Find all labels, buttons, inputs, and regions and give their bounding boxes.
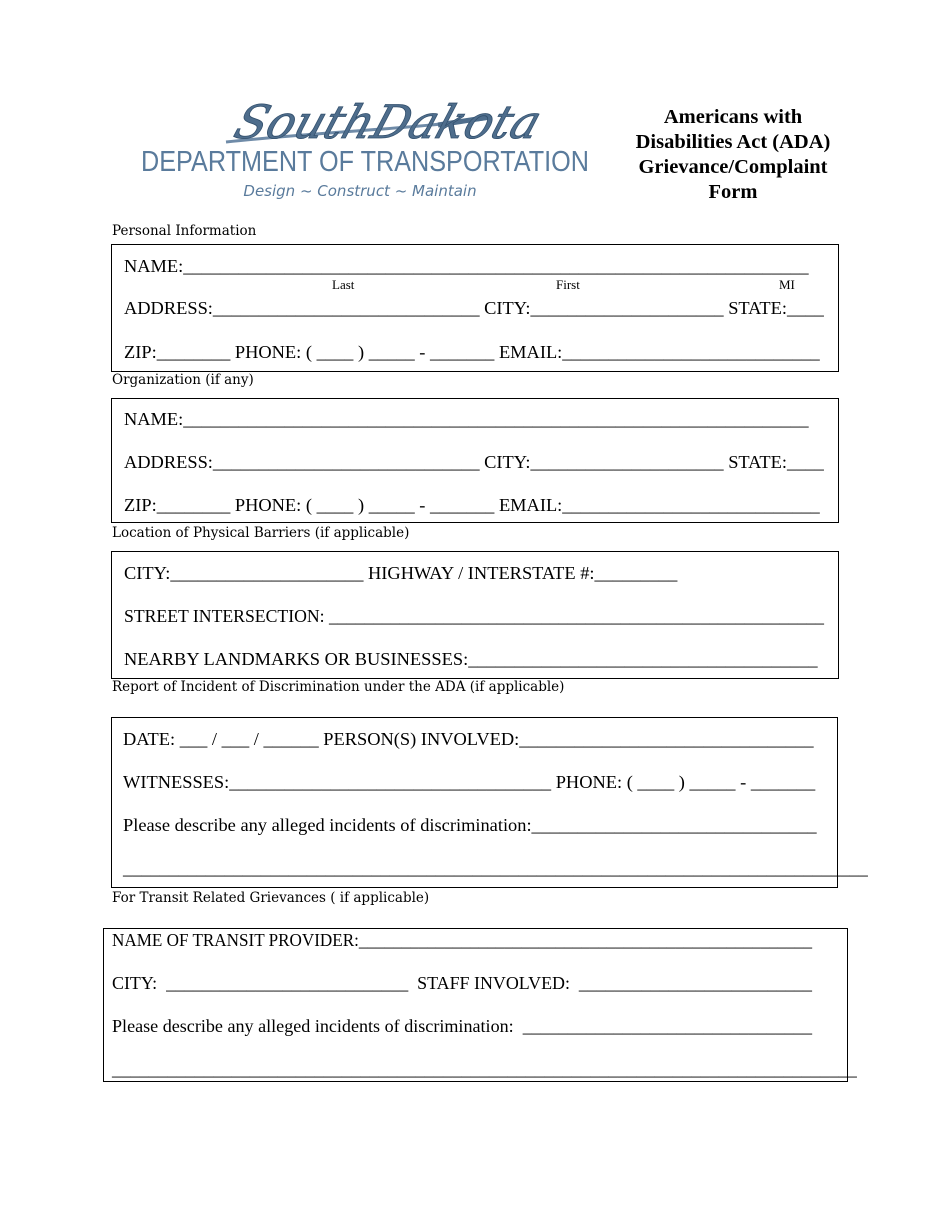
incident-describe-continuation[interactable]: _________________________________________________________________________________: [123, 858, 868, 878]
incident-date-persons-field[interactable]: DATE: ___ / ___ / ______ PERSON(S) INVOLVED:________________________________: [123, 729, 814, 749]
barriers-label: Location of Physical Barriers (if applicable): [112, 525, 410, 541]
org-name-field[interactable]: NAME:____________________________________________________________________: [124, 409, 809, 429]
logo-tagline: Design ~ Construct ~ Maintain: [243, 182, 477, 200]
org-contact-field[interactable]: ZIP:________ PHONE: ( ____ ) _____ - _______ EMAIL:____________________________: [124, 495, 820, 515]
barrier-city-highway-field[interactable]: CITY:_____________________ HIGHWAY / INTERSTATE #:_________: [124, 563, 678, 583]
org-address-field[interactable]: ADDRESS:_____________________________ CITY:_____________________ STATE:____: [124, 452, 824, 472]
incident-describe-field[interactable]: Please describe any alleged incidents of discrimination:_______________________________: [123, 815, 817, 835]
title-line-4: Form: [708, 181, 758, 203]
name-sublabel-first: First: [556, 277, 580, 292]
personal-contact-field[interactable]: ZIP:________ PHONE: ( ____ ) _____ - _______ EMAIL:____________________________: [124, 342, 820, 362]
transit-city-staff-field[interactable]: CITY: ___________________________ STAFF INVOLVED: __________________________: [112, 973, 812, 993]
name-sublabel-last: Last: [332, 277, 355, 292]
transit-label: For Transit Related Grievances ( if applicable): [112, 890, 430, 906]
form-title: [622, 105, 844, 205]
name-sublabel-mi: MI: [779, 277, 795, 292]
transit-describe-field[interactable]: Please describe any alleged incidents of discrimination: ________________________________: [112, 1016, 812, 1036]
sddot-logo: [138, 88, 593, 204]
title-line-3: Grievance/Complaint: [638, 156, 828, 178]
logo-script-text: SouthDakota: [227, 96, 549, 150]
logo-department-text: DEPARTMENT OF TRANSPORTATION: [141, 146, 589, 178]
personal-info-label: Personal Information: [112, 223, 257, 239]
transit-describe-continuation[interactable]: _________________________________________________________________________________: [112, 1059, 857, 1079]
personal-address-field[interactable]: ADDRESS:_____________________________ CITY:_____________________ STATE:____: [124, 298, 824, 318]
barrier-landmarks-field[interactable]: NEARBY LANDMARKS OR BUSINESSES:______________________________________: [124, 649, 818, 669]
transit-provider-field[interactable]: NAME OF TRANSIT PROVIDER:_____________________________________________________: [112, 930, 812, 950]
incident-label: Report of Incident of Discrimination under the ADA (if applicable): [112, 679, 565, 695]
title-line-2: Disabilities Act (ADA): [635, 131, 831, 153]
title-line-1: Americans with: [663, 106, 803, 128]
barrier-street-field[interactable]: STREET INTERSECTION: ________________________________________________________: [124, 606, 824, 626]
incident-witness-phone-field[interactable]: WITNESSES:___________________________________ PHONE: ( ____ ) _____ - _______: [123, 772, 816, 792]
south-dakota-logo-graphic: [138, 88, 593, 204]
organization-label: Organization (if any): [112, 372, 254, 388]
personal-name-field[interactable]: NAME:____________________________________________________________________: [124, 256, 809, 276]
